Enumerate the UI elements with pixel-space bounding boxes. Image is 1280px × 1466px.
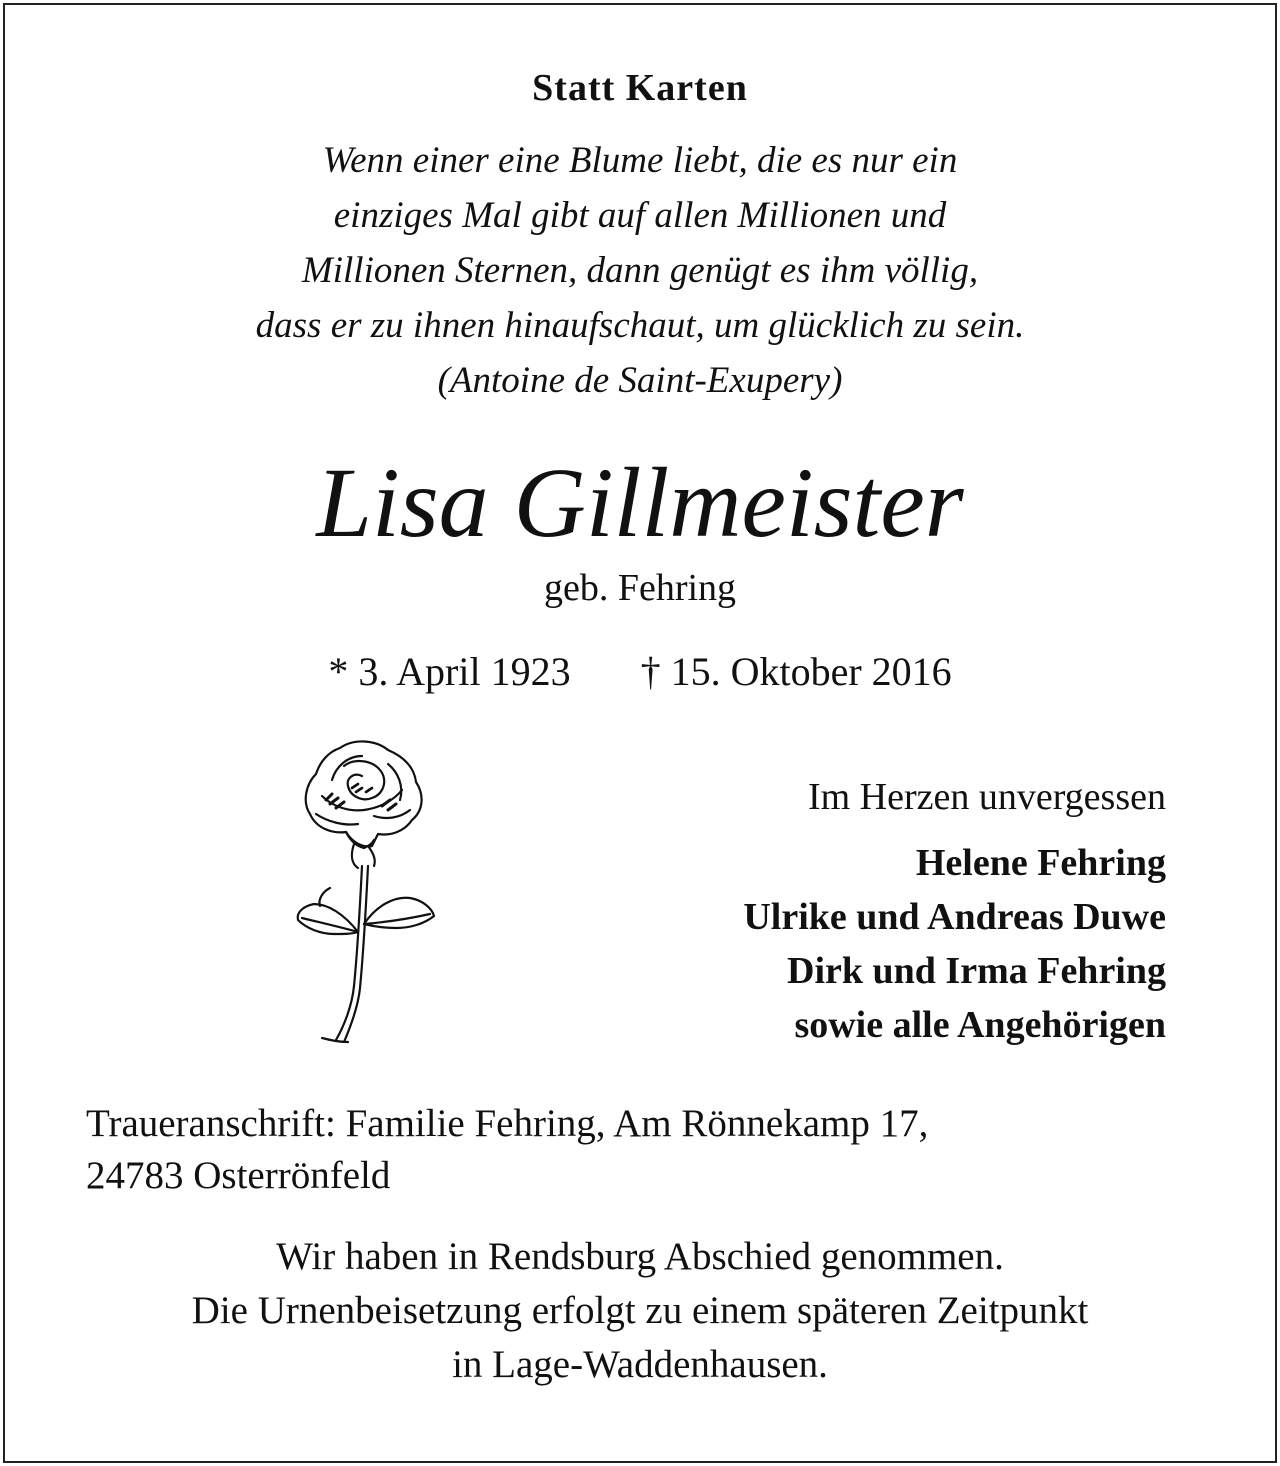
quote-line: dass er zu ihnen hinaufschaut, um glücklich zu sein. (255, 305, 1025, 346)
address-line: 24783 Osterrönfeld (86, 1154, 391, 1197)
mourners-block (743, 770, 1166, 1052)
closing-note (0, 1230, 1280, 1392)
death-date: † 15. Oktober 2016 (640, 649, 952, 694)
deceased-name: Lisa Gillmeister (316, 447, 964, 558)
mourner-name: Ulrike und Andreas Duwe (743, 896, 1166, 938)
address-line: Traueranschrift: Familie Fehring, Am Rönnekamp 17, (86, 1102, 929, 1145)
mourning-address (86, 1098, 928, 1202)
maiden-name: geb. Fehring (543, 567, 737, 609)
closing-line: Die Urnenbeisetzung erfolgt zu einem späteren Zeitpunkt (191, 1289, 1089, 1332)
quote-line: Millionen Sternen, dann genügt es ihm völlig, (301, 250, 979, 291)
quote-author: (Antoine de Saint-Exupery) (437, 360, 843, 401)
closing-line: in Lage-Waddenhausen. (452, 1343, 828, 1386)
quote-line: einziges Mal gibt auf allen Millionen und (333, 195, 947, 236)
quote-line: Wenn einer eine Blume liebt, die es nur ein (322, 140, 958, 181)
rose-icon (292, 736, 442, 1048)
mourner-name: sowie alle Angehörigen (794, 1004, 1166, 1046)
mourner-name: Helene Fehring (915, 842, 1166, 884)
life-dates (0, 648, 1280, 695)
quote-block (0, 133, 1280, 408)
closing-line: Wir haben in Rendsburg Abschied genommen. (276, 1235, 1004, 1278)
notice-heading: Statt Karten (532, 67, 748, 109)
mourners-intro: Im Herzen unvergessen (807, 776, 1166, 818)
mourner-name: Dirk und Irma Fehring (787, 950, 1166, 992)
birth-date: * 3. April 1923 (328, 649, 571, 694)
